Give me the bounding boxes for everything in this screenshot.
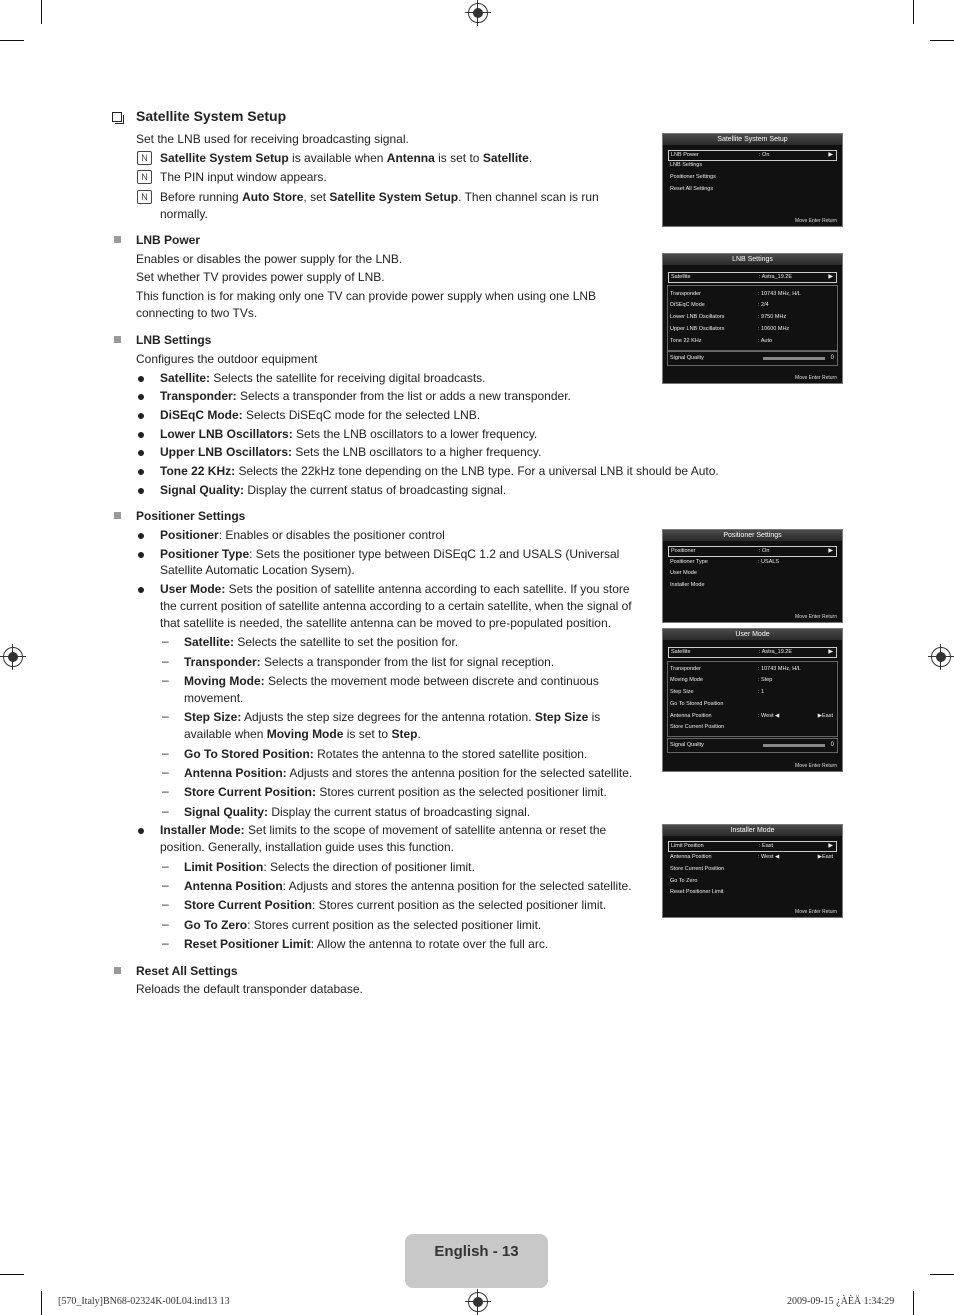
list-item-line: Satellite Automatic Location Sysem). bbox=[160, 563, 355, 577]
paragraph-line: Configures the outdoor equipment bbox=[136, 352, 318, 366]
paragraph-line: Reloads the default transponder database. bbox=[136, 982, 363, 996]
positioner-title: Positioner Settings bbox=[136, 509, 246, 523]
sub-item-line: movement. bbox=[184, 691, 244, 705]
arrow-right-icon: ▶ bbox=[828, 843, 833, 849]
list-item: Tone 22 KHz: Selects the 22kHz tone depending on the LNB type. For a universal LNB it should be Auto. bbox=[160, 464, 719, 478]
osd-row[interactable]: Positioner : On ▶ bbox=[668, 546, 837, 557]
crop-mark bbox=[913, 0, 914, 24]
note-text: normally. bbox=[160, 207, 208, 221]
list-item: Positioner: Enables or disables the positioner control bbox=[160, 528, 445, 542]
list-item: Installer Mode: Set limits to the scope of movement of satellite antenna or reset the bbox=[160, 823, 607, 837]
square-bullet-icon bbox=[114, 336, 121, 343]
list-item: Lower LNB Oscillators: Sets the LNB oscillators to a lower frequency. bbox=[160, 427, 538, 441]
sub-item: Reset Positioner Limit: Allow the antenna to rotate over the full arc. bbox=[184, 937, 549, 951]
osd-row[interactable]: Limit Position : East ▶ bbox=[668, 841, 837, 852]
osd-footer: Move Enter Return bbox=[795, 909, 837, 915]
note-icon: N bbox=[137, 170, 152, 184]
registration-mark-icon bbox=[468, 3, 488, 23]
list-item-line: position. Generally, installation guide uses this function. bbox=[160, 840, 454, 854]
note-text: The PIN input window appears. bbox=[160, 170, 327, 184]
section-title: Satellite System Setup bbox=[136, 108, 287, 124]
osd-row[interactable]: Reset All Settings bbox=[670, 186, 714, 192]
note-text: Satellite System Setup is available when Antenna is set to Satellite. bbox=[160, 151, 533, 165]
list-item-line: that satellite is needed, the satellite antenna can be moved to pre-populated position. bbox=[160, 616, 611, 630]
reset-all-title: Reset All Settings bbox=[136, 964, 238, 978]
sub-item: Store Current Position: Stores current position as the selected positioner limit. bbox=[184, 898, 607, 912]
registration-mark-icon bbox=[468, 1292, 488, 1312]
arrow-right-icon: ▶ bbox=[828, 152, 833, 158]
square-bullet-icon bbox=[114, 236, 121, 243]
osd-installer-mode bbox=[662, 824, 843, 918]
crop-mark bbox=[913, 1291, 914, 1315]
registration-mark-icon bbox=[931, 647, 951, 667]
arrow-right-icon: ▶ bbox=[828, 649, 833, 655]
sub-item: Step Size: Adjusts the step size degrees for the antenna rotation. Step Size is bbox=[184, 710, 601, 724]
section-intro: Set the LNB used for receiving broadcasting signal. bbox=[136, 132, 409, 146]
bullet-icon bbox=[138, 587, 144, 593]
sub-item: Go To Zero: Stores current position as the selected positioner limit. bbox=[184, 918, 542, 932]
bullet-icon bbox=[138, 488, 144, 494]
signal-bar bbox=[763, 357, 825, 360]
osd-row[interactable]: Installer Mode bbox=[670, 582, 705, 588]
arrow-right-icon: ▶ bbox=[828, 274, 833, 280]
bullet-icon bbox=[138, 432, 144, 438]
osd-row[interactable]: LNB Settings bbox=[670, 162, 703, 168]
bullet-icon bbox=[138, 394, 144, 400]
bullet-icon bbox=[138, 413, 144, 419]
list-item: User Mode: Sets the position of satellite antenna according to each satellite. If you store bbox=[160, 582, 630, 596]
bullet-icon bbox=[138, 828, 144, 834]
sub-item: Store Current Position: Stores current position as the selected positioner limit. bbox=[184, 785, 607, 799]
osd-row[interactable]: LNB Power : On ▶ bbox=[668, 150, 837, 161]
crop-mark bbox=[41, 1291, 42, 1315]
registration-mark-icon bbox=[3, 647, 23, 667]
lnb-power-title: LNB Power bbox=[136, 233, 201, 247]
sub-item: Go To Stored Position: Rotates the antenna to the stored satellite position. bbox=[184, 747, 588, 761]
sub-item: Antenna Position: Adjusts and stores the antenna position for the selected satellite. bbox=[184, 766, 633, 780]
osd-footer: Move Enter Return bbox=[795, 763, 837, 769]
note-icon: N bbox=[137, 151, 152, 165]
osd-title: Satellite System Setup bbox=[663, 134, 842, 145]
osd-row[interactable]: User Mode bbox=[670, 570, 697, 576]
footer-date: 2009-09-15 ¿ÀÈÄ 1:34:29 bbox=[787, 1296, 895, 1307]
osd-row[interactable]: Store Current Position bbox=[670, 866, 725, 872]
osd-satellite-system-setup bbox=[662, 133, 843, 227]
paragraph-line: Enables or disables the power supply for the LNB. bbox=[136, 252, 403, 266]
sub-item: Transponder: Selects a transponder from the list for signal reception. bbox=[184, 655, 555, 669]
sub-item: Moving Mode: Selects the movement mode between discrete and continuous bbox=[184, 674, 599, 688]
osd-footer: Move Enter Return bbox=[795, 614, 837, 620]
list-item: Signal Quality: Display the current status of broadcasting signal. bbox=[160, 483, 507, 497]
sub-item: Signal Quality: Display the current status of broadcasting signal. bbox=[184, 805, 531, 819]
osd-positioner-settings bbox=[662, 529, 843, 623]
page-number: English - 13 bbox=[434, 1243, 519, 1260]
osd-row[interactable]: Antenna Position : West ◀ ▶East bbox=[670, 854, 833, 860]
note-icon: N bbox=[137, 190, 152, 204]
square-bullet-icon bbox=[114, 967, 121, 974]
list-item: DiSEqC Mode: Selects DiSEqC mode for the selected LNB. bbox=[160, 408, 481, 422]
osd-row[interactable]: Positioner Type : USALS bbox=[670, 559, 780, 565]
sub-item: Satellite: Selects the satellite to set the position for. bbox=[184, 635, 459, 649]
osd-footer: Move Enter Return bbox=[795, 218, 837, 224]
list-item: Satellite: Selects the satellite for receiving digital broadcasts. bbox=[160, 371, 486, 385]
paragraph-line: Set whether TV provides power supply of LNB. bbox=[136, 270, 385, 284]
osd-row[interactable]: Reset Positioner Limit bbox=[670, 889, 724, 895]
square-bullet-icon bbox=[114, 512, 121, 519]
paragraph-line: connecting to two TVs. bbox=[136, 306, 258, 320]
list-item: Transponder: Selects a transponder from the list or adds a new transponder. bbox=[160, 389, 571, 403]
bullet-icon bbox=[138, 552, 144, 558]
bullet-icon bbox=[138, 376, 144, 382]
osd-title: User Mode bbox=[663, 629, 842, 640]
note-text: Before running Auto Store, set Satellite System Setup. Then channel scan is run bbox=[160, 190, 599, 204]
crop-mark bbox=[0, 1274, 24, 1275]
osd-row[interactable]: Satellite : Astra_19.2E ▶ bbox=[668, 272, 837, 283]
list-item: Positioner Type: Sets the positioner type between DiSEqC 1.2 and USALS (Universal bbox=[160, 547, 620, 561]
sub-item-line: available when Moving Mode is set to Step. bbox=[184, 727, 421, 741]
osd-row[interactable]: Positioner Settings bbox=[670, 174, 716, 180]
crop-mark bbox=[930, 40, 954, 41]
bullet-icon bbox=[138, 533, 144, 539]
crop-mark bbox=[0, 40, 24, 41]
osd-user-mode: User Mode Satellite : Astra_19.2E ▶ Transponder : 10743 MHz, H/L Moving Mode : Step Step Size : 1 Go To Stored Position Antenna Position : West ◀ ▶East Store Current Position Signal Quality 0 Move Enter Return bbox=[662, 628, 843, 772]
sub-item: Antenna Position: Adjusts and stores the antenna position for the selected satellite. bbox=[184, 879, 632, 893]
list-item-line: the current position of satellite antenna according to a certain satellite, when the signal of bbox=[160, 599, 632, 613]
osd-title: LNB Settings bbox=[663, 254, 842, 265]
list-item: Upper LNB Oscillators: Sets the LNB oscillators to a higher frequency. bbox=[160, 445, 542, 459]
crop-mark bbox=[41, 0, 42, 24]
sub-item: Limit Position: Selects the direction of positioner limit. bbox=[184, 860, 475, 874]
arrow-right-icon: ▶ bbox=[828, 548, 833, 554]
osd-row[interactable]: Go To Zero bbox=[670, 878, 698, 884]
osd-lnb-settings: LNB Settings Satellite : Astra_19.2E ▶ Transponder : 10743 MHz, H/L DiSEqC Mode : 2/4 Lower LNB Oscillators : 9750 MHz Upper LNB Oscillators : 10600 MHz Tone 22 KHz : Auto Signal Quality 0 Move Enter Return bbox=[662, 253, 843, 384]
osd-row[interactable]: Satellite : Astra_19.2E ▶ bbox=[668, 647, 837, 658]
checkbox-icon bbox=[112, 112, 122, 122]
signal-bar bbox=[763, 744, 825, 747]
bullet-icon bbox=[138, 450, 144, 456]
osd-footer: Move Enter Return bbox=[795, 375, 837, 381]
osd-title: Installer Mode bbox=[663, 825, 842, 836]
osd-title: Positioner Settings bbox=[663, 530, 842, 541]
footer-file: [570_Italy]BN68-02324K-00L04.ind13 13 bbox=[58, 1296, 230, 1307]
bullet-icon bbox=[138, 469, 144, 475]
crop-mark bbox=[930, 1274, 954, 1275]
lnb-settings-title: LNB Settings bbox=[136, 333, 212, 347]
paragraph-line: This function is for making only one TV can provide power supply when using one LNB bbox=[136, 289, 597, 303]
